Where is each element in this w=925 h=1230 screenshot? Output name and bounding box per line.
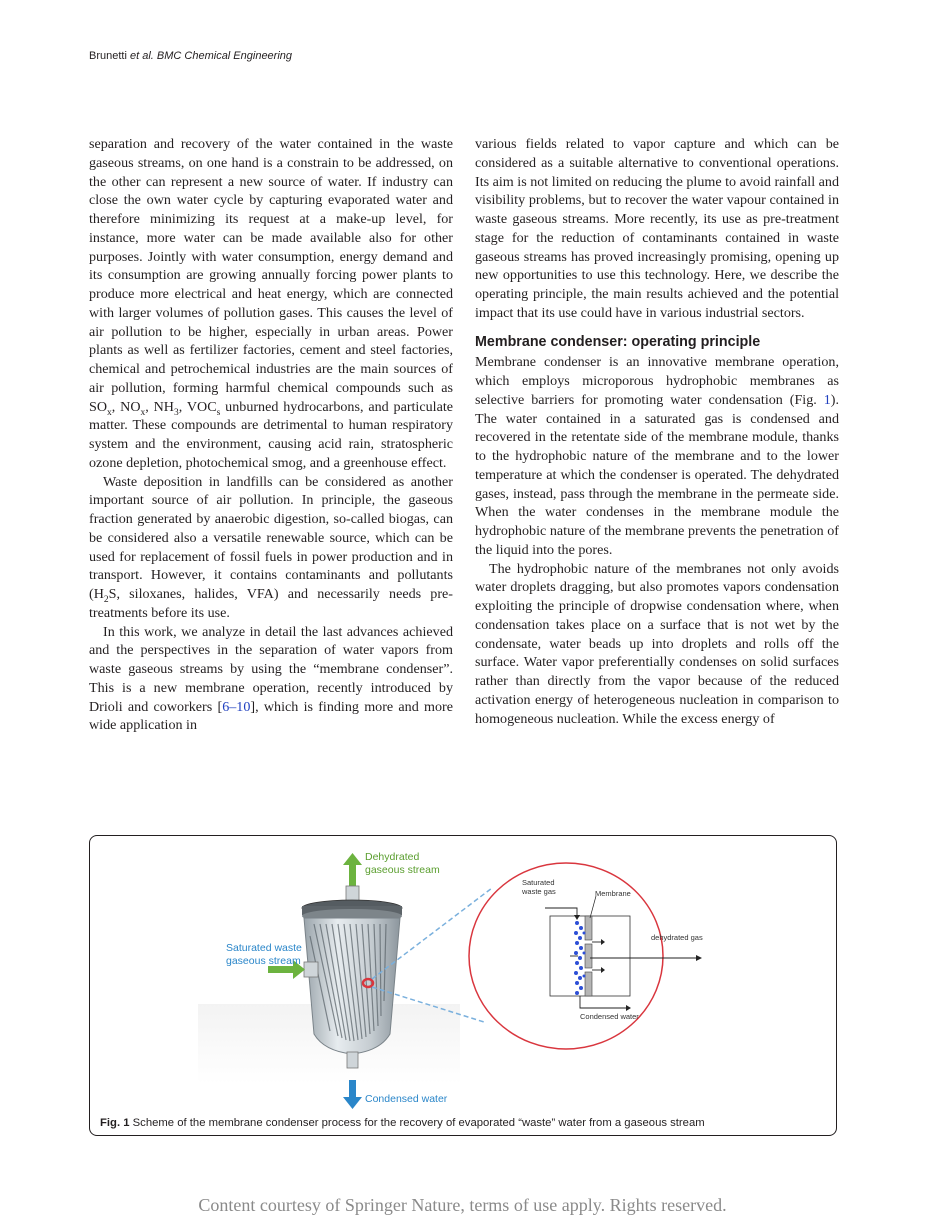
dehydrated-arrow-icon xyxy=(343,853,362,888)
left-column xyxy=(89,135,453,735)
membrane-condenser-diagram xyxy=(90,836,836,1135)
left-paragraph-3: In this work, we analyze in detail the last advances achieved and the perspectives in the separation of water vapors from waste gaseous streams by using the “membrane condenser”. This is a new membrane operation, recently introduced by Drioli and coworkers [6–10], which is finding more and more wide application in xyxy=(89,623,453,734)
label-dehydrated-2: gaseous stream xyxy=(365,864,440,876)
left-paragraph-2: Waste deposition in landfills can be considered as another important source of air pollution. In principle, the gaseous fraction generated by anaerobic digestion, so-called biogas, can be considered also a versatile renewable source, which can be used for replacement of fossil fuels in power production and in transport. However, it contains contaminants and pollutants ($H_2S$, siloxanes, halides, VFA) and necessarily needs pre-treatments before its use. xyxy=(89,473,453,621)
footer-notice: Content courtesy of Springer Nature, terms of use apply. Rights reserved. xyxy=(198,1195,727,1215)
bottom-nozzle xyxy=(347,1052,358,1068)
label-dehydrated-1: Dehydrated xyxy=(365,851,420,863)
condensed-arrow-icon xyxy=(343,1080,362,1109)
zoom-saturated-1: Saturated xyxy=(522,878,555,887)
figure-link[interactable]: 1 xyxy=(823,391,831,408)
figure-1 xyxy=(89,835,837,1136)
membrane-segments xyxy=(585,916,592,996)
header-authors: Brunetti xyxy=(89,50,127,62)
caption-text: Scheme of the membrane condenser process for the recovery of evaporated “waste” water from a gaseous stream xyxy=(129,1117,705,1129)
right-paragraph-2: Membrane condenser is an innovative membrane operation, which employs microporous hydrophobic membranes as selective barriers for promoting water condensation (Fig. 1). The water contained in a saturated gas is condensed and recovered in the retentate side of the membrane module, thanks to the hydrophobic nature of the membrane and to the lower temperature at which the condenser is operated. The dehydrated gases, instead, pass through the membrane in the permeate side. When the water condenses in the membrane module the hydrophobic nature of the membrane prevents the penetration of the liquid into the pores. xyxy=(475,354,839,558)
citation-link[interactable]: 6–10 xyxy=(222,698,251,715)
side-nozzle xyxy=(304,962,318,977)
right-paragraph-3: The hydrophobic nature of the membranes not only avoids water droplets dragging, but also promotes vapors condensation exploiting the principle of dropwise condensation where, when condensation takes place on a surface that is not wet by the condensate, water beads up into droplets and rolls off the surface. Water vapor preferentially condenses on solid surfaces rather than directly from the vapor because of the reduced activation energy of heterogeneous nucleation in comparison to homogeneous nucleation. While the excess energy of xyxy=(475,560,839,727)
top-nozzle xyxy=(346,886,359,902)
label-saturated-2: gaseous stream xyxy=(226,955,301,967)
running-head xyxy=(89,50,292,62)
header-journal: BMC Chemical Engineering xyxy=(156,50,293,62)
left-paragraph-1: separation and recovery of the water contained in the waste gaseous streams, on one hand is a constrain to be addressed, on the other can represent a new source of water. If industry can close the own water cycle by capturing evaporated water and therefore minimizing its request at a make-up level, for instance, more water can be made available also for other purposes. Jointly with water consumption, energy demand and its consumption are growing annually forcing power plants to produce more electrical and heat energy, which are connected with larger volumes of pollution gases. This causes the level of air pollution to be higher, especially in urban areas. Power plants as well as fertilizer factories, cement and steel factories, chemical and petrochemical industries are the main sources of air pollution, forming harmful chemical compounds such as $SO_x$, $NO_x$, $NH_3$, $VOC_s$ unburned hydrocarbons, and particulate matter. These compounds are detrimental to human respiratory system and the environment, causing acid rain, stratospheric ozone depletion, photochemical smog, and a greenhouse effect. xyxy=(89,136,453,471)
section-heading: Membrane condenser: operating principle xyxy=(475,333,761,350)
caption-label: Fig. 1 xyxy=(100,1117,130,1129)
zoom-condensed: Condensed water xyxy=(580,1012,639,1021)
zoom-dehydrated: dehydrated gas xyxy=(651,933,703,942)
right-paragraph-1: various fields related to vapor capture and which can be considered as a suitable alternative to conventional operations. Its aim is not limited on reducing the plume to avoid rainfall and visibility problems, but to recover the water vapour contained in waste gaseous streams. More recently, its use as pre-treatment stage for the reduction of contaminants contained in waste gaseous streams has proved increasingly promising, opening up new opportunities to use this technology. Here, we describe the operating principle, the main results achieved and the potential impact that its use could have in various industrial sectors. xyxy=(475,136,840,321)
label-saturated-1: Saturated waste xyxy=(226,942,302,954)
right-column xyxy=(475,135,839,728)
zoom-membrane: Membrane xyxy=(595,889,631,898)
header-et-al: et al. xyxy=(129,50,154,62)
label-condensed: Condensed water xyxy=(365,1093,448,1105)
zoom-saturated-2: waste gas xyxy=(522,887,556,896)
figure-caption xyxy=(100,1117,705,1129)
